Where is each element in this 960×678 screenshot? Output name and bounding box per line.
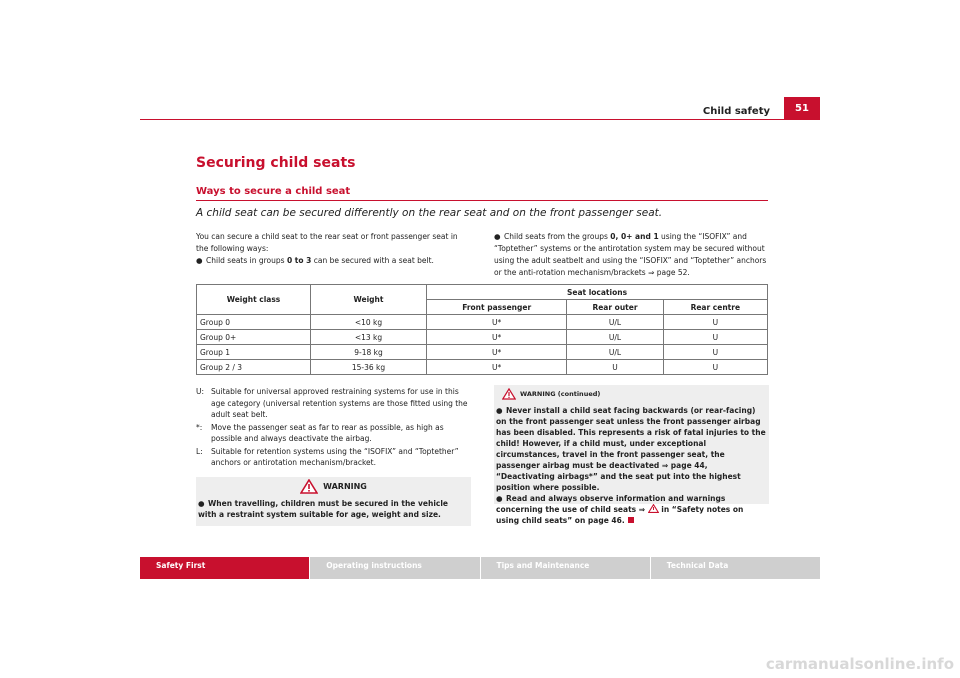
bullet-icon: ●: [496, 494, 503, 503]
table-row: Group 0+ <13 kg U* U/L U: [197, 330, 768, 345]
warning-triangle-icon: [300, 479, 318, 494]
legend-key: *:: [196, 422, 203, 432]
legend-item: [196, 422, 472, 445]
bullet-icon: ●: [198, 499, 205, 508]
right-bullet: ● Child seats from the groups 0, 0+ and 1 using the “ISOFIX” and “Toptether” systems or the antirotation system may be secured without using the adult seatbelt and using the “ISOFIX” and “Toptether” anchors or the anti-rotation mechanism/brackets ⇒ page 52.: [494, 232, 767, 277]
bullet-icon: ●: [494, 232, 501, 241]
warning-triangle-icon: [502, 388, 516, 400]
footer-tab-tips-and-maintenance[interactable]: Tips and Maintenance: [481, 557, 650, 579]
warning-continued-body: [494, 403, 769, 528]
warning-triangle-icon: [648, 504, 659, 513]
table-row: Group 2 / 3 15-36 kg U* U U: [197, 360, 768, 375]
legend-text: Suitable for universal approved restraining systems for use in this age category (universal retention systems are those fitted using the adult seat belt.: [211, 387, 468, 419]
page-number: 51: [784, 97, 820, 119]
right-column: [494, 231, 770, 279]
bullet-icon: ●: [196, 256, 203, 265]
watermark: carmanualsonline.info: [765, 655, 954, 673]
footer-tab-technical-data[interactable]: Technical Data: [651, 557, 820, 579]
legend-key: U:: [196, 387, 205, 396]
intro-text: A child seat can be secured differently on the rear seat and on the front passenger seat.: [196, 207, 663, 219]
header-rule: [140, 119, 820, 120]
table-header-row: [197, 285, 768, 300]
left-bullet: ● Child seats in groups 0 to 3 can be secured with a seat belt.: [196, 256, 434, 265]
legend-text: Move the passenger seat as far to rear as possible, as high as possible and always deactivate the airbag.: [211, 422, 444, 443]
header-seat-locations: Seat locations: [427, 285, 768, 300]
warning-continued-label: WARNING (continued): [520, 390, 601, 398]
table-row: Group 0 <10 kg U* U/L U: [197, 315, 768, 330]
footer-nav: [140, 557, 820, 579]
left-paragraph: You can secure a child seat to the rear seat or front passenger seat in the following ways:: [196, 232, 458, 253]
seat-locations-table: [196, 284, 768, 375]
header-rear-outer: Rear outer: [567, 300, 663, 315]
warning-item: ● Never install a child seat facing backwards (or rear-facing) on the front passenger seat unless the front passenger airbag has been disabled. This represents a risk of fatal injuries to the child! However, if a child must, under exceptional circumstances, travel in the front passenger seat, the passenger airbag must be deactivated ⇒ page 44, “Deactivating airbags*” and the seat put into the highest position where possible.: [496, 406, 766, 492]
left-column: [196, 231, 466, 267]
bullet-icon: ●: [496, 406, 503, 415]
warning-item: ● Read and always observe information and warnings concerning the use of child seats ⇒ in “Safety notes on using child seats” on page 46.: [496, 494, 744, 525]
header-front-passenger: Front passenger: [427, 300, 567, 315]
legend-key: L:: [196, 446, 203, 456]
header-rear-centre: Rear centre: [663, 300, 767, 315]
table-row: Group 1 9-18 kg U* U/L U: [197, 345, 768, 360]
subsection-rule: [196, 200, 768, 201]
warning-box: [196, 477, 471, 526]
footer-tab-operating-instructions[interactable]: Operating instructions: [310, 557, 479, 579]
warning-body: ● When travelling, children must be secured in the vehicle with a restraint system suitable for age, weight and size.: [198, 499, 448, 519]
legend-item: [196, 446, 472, 469]
warning-continued-box: [494, 385, 769, 525]
table-legend: [196, 386, 472, 470]
footer-tab-safety-first[interactable]: Safety First: [140, 557, 309, 579]
header-weight: Weight: [311, 285, 427, 315]
end-of-section-icon: [628, 517, 634, 523]
warning-label: WARNING: [323, 482, 367, 491]
legend-text: Suitable for retention systems using the “ISOFIX” and “Toptether” anchors or antirotation mechanism/bracket.: [211, 446, 459, 467]
warning-header: [196, 477, 471, 496]
warning-continued-header: [494, 385, 769, 403]
header-weight-class: Weight class: [197, 285, 311, 315]
section-title: Securing child seats: [196, 155, 356, 171]
legend-item: [196, 386, 472, 421]
subsection-title: Ways to secure a child seat: [196, 186, 351, 197]
page-header-title: Child safety: [702, 106, 770, 117]
